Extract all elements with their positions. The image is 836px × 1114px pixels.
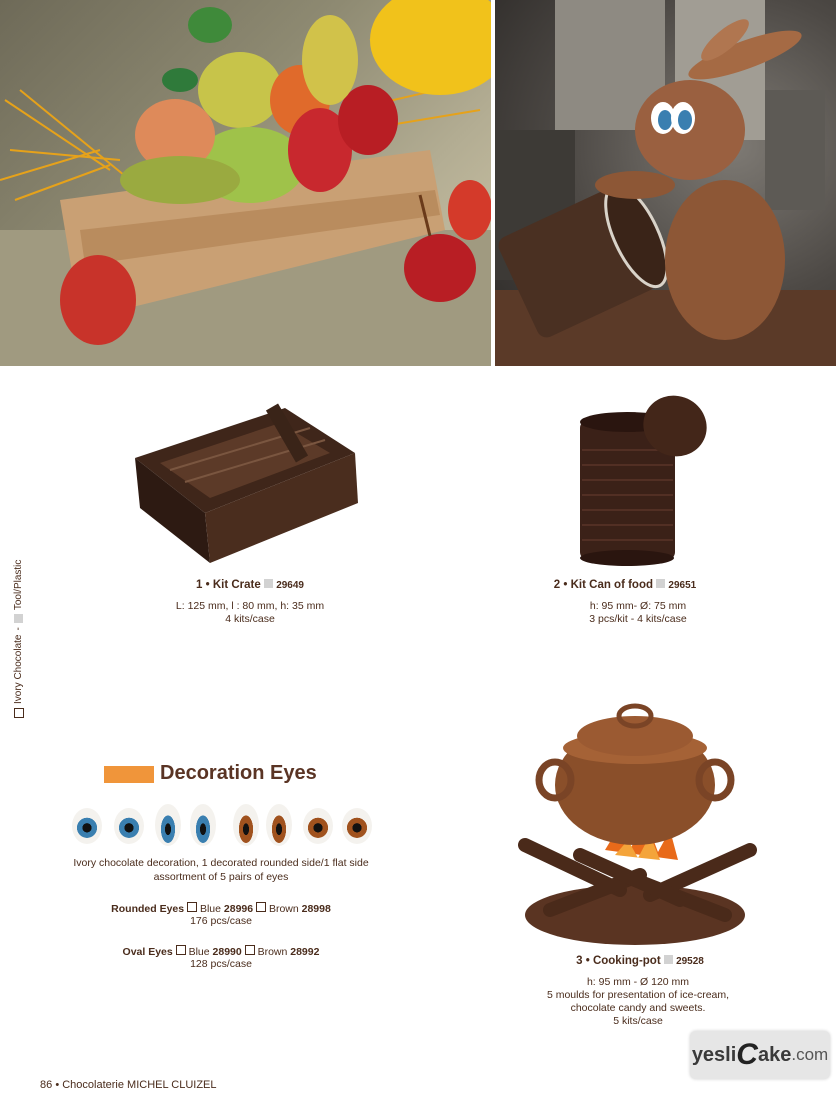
product-2-number: 2 (553, 579, 561, 591)
page-number: 86 (40, 1079, 53, 1091)
oval-eyes-refs (40, 945, 402, 959)
product-1-title (140, 579, 360, 591)
footer-bullet: • (55, 1079, 60, 1091)
product-3-name: Cooking-pot (592, 955, 661, 967)
round-brown-eye (303, 808, 333, 844)
brand-name: Chocolaterie MICHEL CLUIZEL (62, 1079, 217, 1091)
rounded-eyes-case: 176 pcs/case (190, 915, 252, 927)
bullet: • (563, 579, 568, 591)
oval-brown-eye (233, 804, 259, 846)
product-2-ref: 29651 (668, 580, 697, 591)
product-3-usage-1: 5 moulds for presentation of ice-cream, (546, 989, 730, 1001)
product-3-ref: 29528 (676, 956, 704, 967)
ivory-swatch (176, 945, 186, 955)
oval-blue-ref: 28990 (212, 946, 242, 958)
oval-blue-eye (155, 804, 181, 846)
kit-can-image (570, 390, 720, 570)
product-2-dimensions: h: 95 mm- Ø: 75 mm (589, 600, 687, 612)
side-legend (13, 548, 33, 718)
rabbit-can-photo (495, 0, 836, 366)
rounded-blue-label: Blue (199, 903, 221, 915)
rounded-brown-label: Brown (268, 903, 299, 915)
yeslicake-watermark (690, 1031, 830, 1079)
watermark-text-2: C (736, 1038, 758, 1071)
oval-eyes-label: Oval Eyes (122, 946, 173, 958)
oval-blue-eye (190, 804, 216, 846)
cooking-pot-image (510, 700, 760, 950)
round-blue-eye (114, 808, 144, 844)
product-3-dimensions: h: 95 mm - Ø 120 mm (586, 976, 690, 988)
watermark-text-3: ake (757, 1043, 792, 1066)
product-3-title (530, 955, 750, 967)
round-blue-eye (72, 808, 102, 844)
oval-brown-ref: 28992 (290, 946, 320, 958)
product-2-packaging: 3 pcs/kit - 4 kits/case (589, 613, 687, 625)
watermark-text-4: .com (791, 1045, 829, 1064)
rounded-brown-ref: 28998 (301, 903, 331, 915)
product-3-packaging: 5 kits/case (613, 1015, 663, 1027)
product-1-number: 1 (196, 579, 203, 591)
ivory-swatch (245, 945, 255, 955)
section-accent-bar (104, 766, 154, 783)
tool-swatch (664, 955, 673, 964)
page-footer (40, 1079, 217, 1091)
product-3-number: 3 (576, 955, 583, 967)
section-title: Decoration Eyes (160, 762, 317, 784)
tool-legend-swatch (14, 614, 23, 623)
product-1-ref: 29649 (276, 580, 304, 591)
fruit-crate-photo (0, 0, 491, 366)
ivory-legend-swatch (14, 708, 24, 718)
bullet: • (205, 579, 210, 591)
product-2-title (515, 579, 735, 591)
tool-swatch (656, 579, 665, 588)
product-1-dimensions: L: 125 mm, l : 80 mm, h: 35 mm (175, 600, 325, 612)
watermark-text-1: yesli (691, 1043, 737, 1066)
oval-blue-label: Blue (188, 946, 210, 958)
product-1-name: Kit Crate (212, 579, 261, 591)
product-1-packaging: 4 kits/case (225, 613, 275, 625)
oval-eyes-case: 128 pcs/case (190, 958, 252, 970)
eyes-description: Ivory chocolate decoration, 1 decorated rounded side/1 flat side (73, 857, 369, 869)
ivory-swatch (187, 902, 197, 912)
ivory-legend-label: Ivory Chocolate (13, 634, 24, 704)
product-3-usage-2: chocolate candy and sweets. (570, 1002, 706, 1014)
legend-separator: - (13, 627, 24, 631)
eyes-assortment: assortment of 5 pairs of eyes (153, 871, 289, 883)
rounded-blue-ref: 28996 (223, 903, 254, 915)
ivory-swatch (256, 902, 266, 912)
product-2-name: Kit Can of food (570, 579, 654, 591)
bullet: • (585, 955, 590, 967)
tool-legend-label: Tool/Plastic (13, 559, 24, 611)
tool-swatch (264, 579, 273, 588)
rounded-eyes-refs (40, 902, 402, 916)
oval-brown-eye (266, 804, 292, 846)
kit-crate-image (130, 398, 362, 568)
round-brown-eye (342, 808, 372, 844)
rounded-eyes-label: Rounded Eyes (111, 903, 185, 915)
oval-brown-label: Brown (257, 946, 288, 958)
